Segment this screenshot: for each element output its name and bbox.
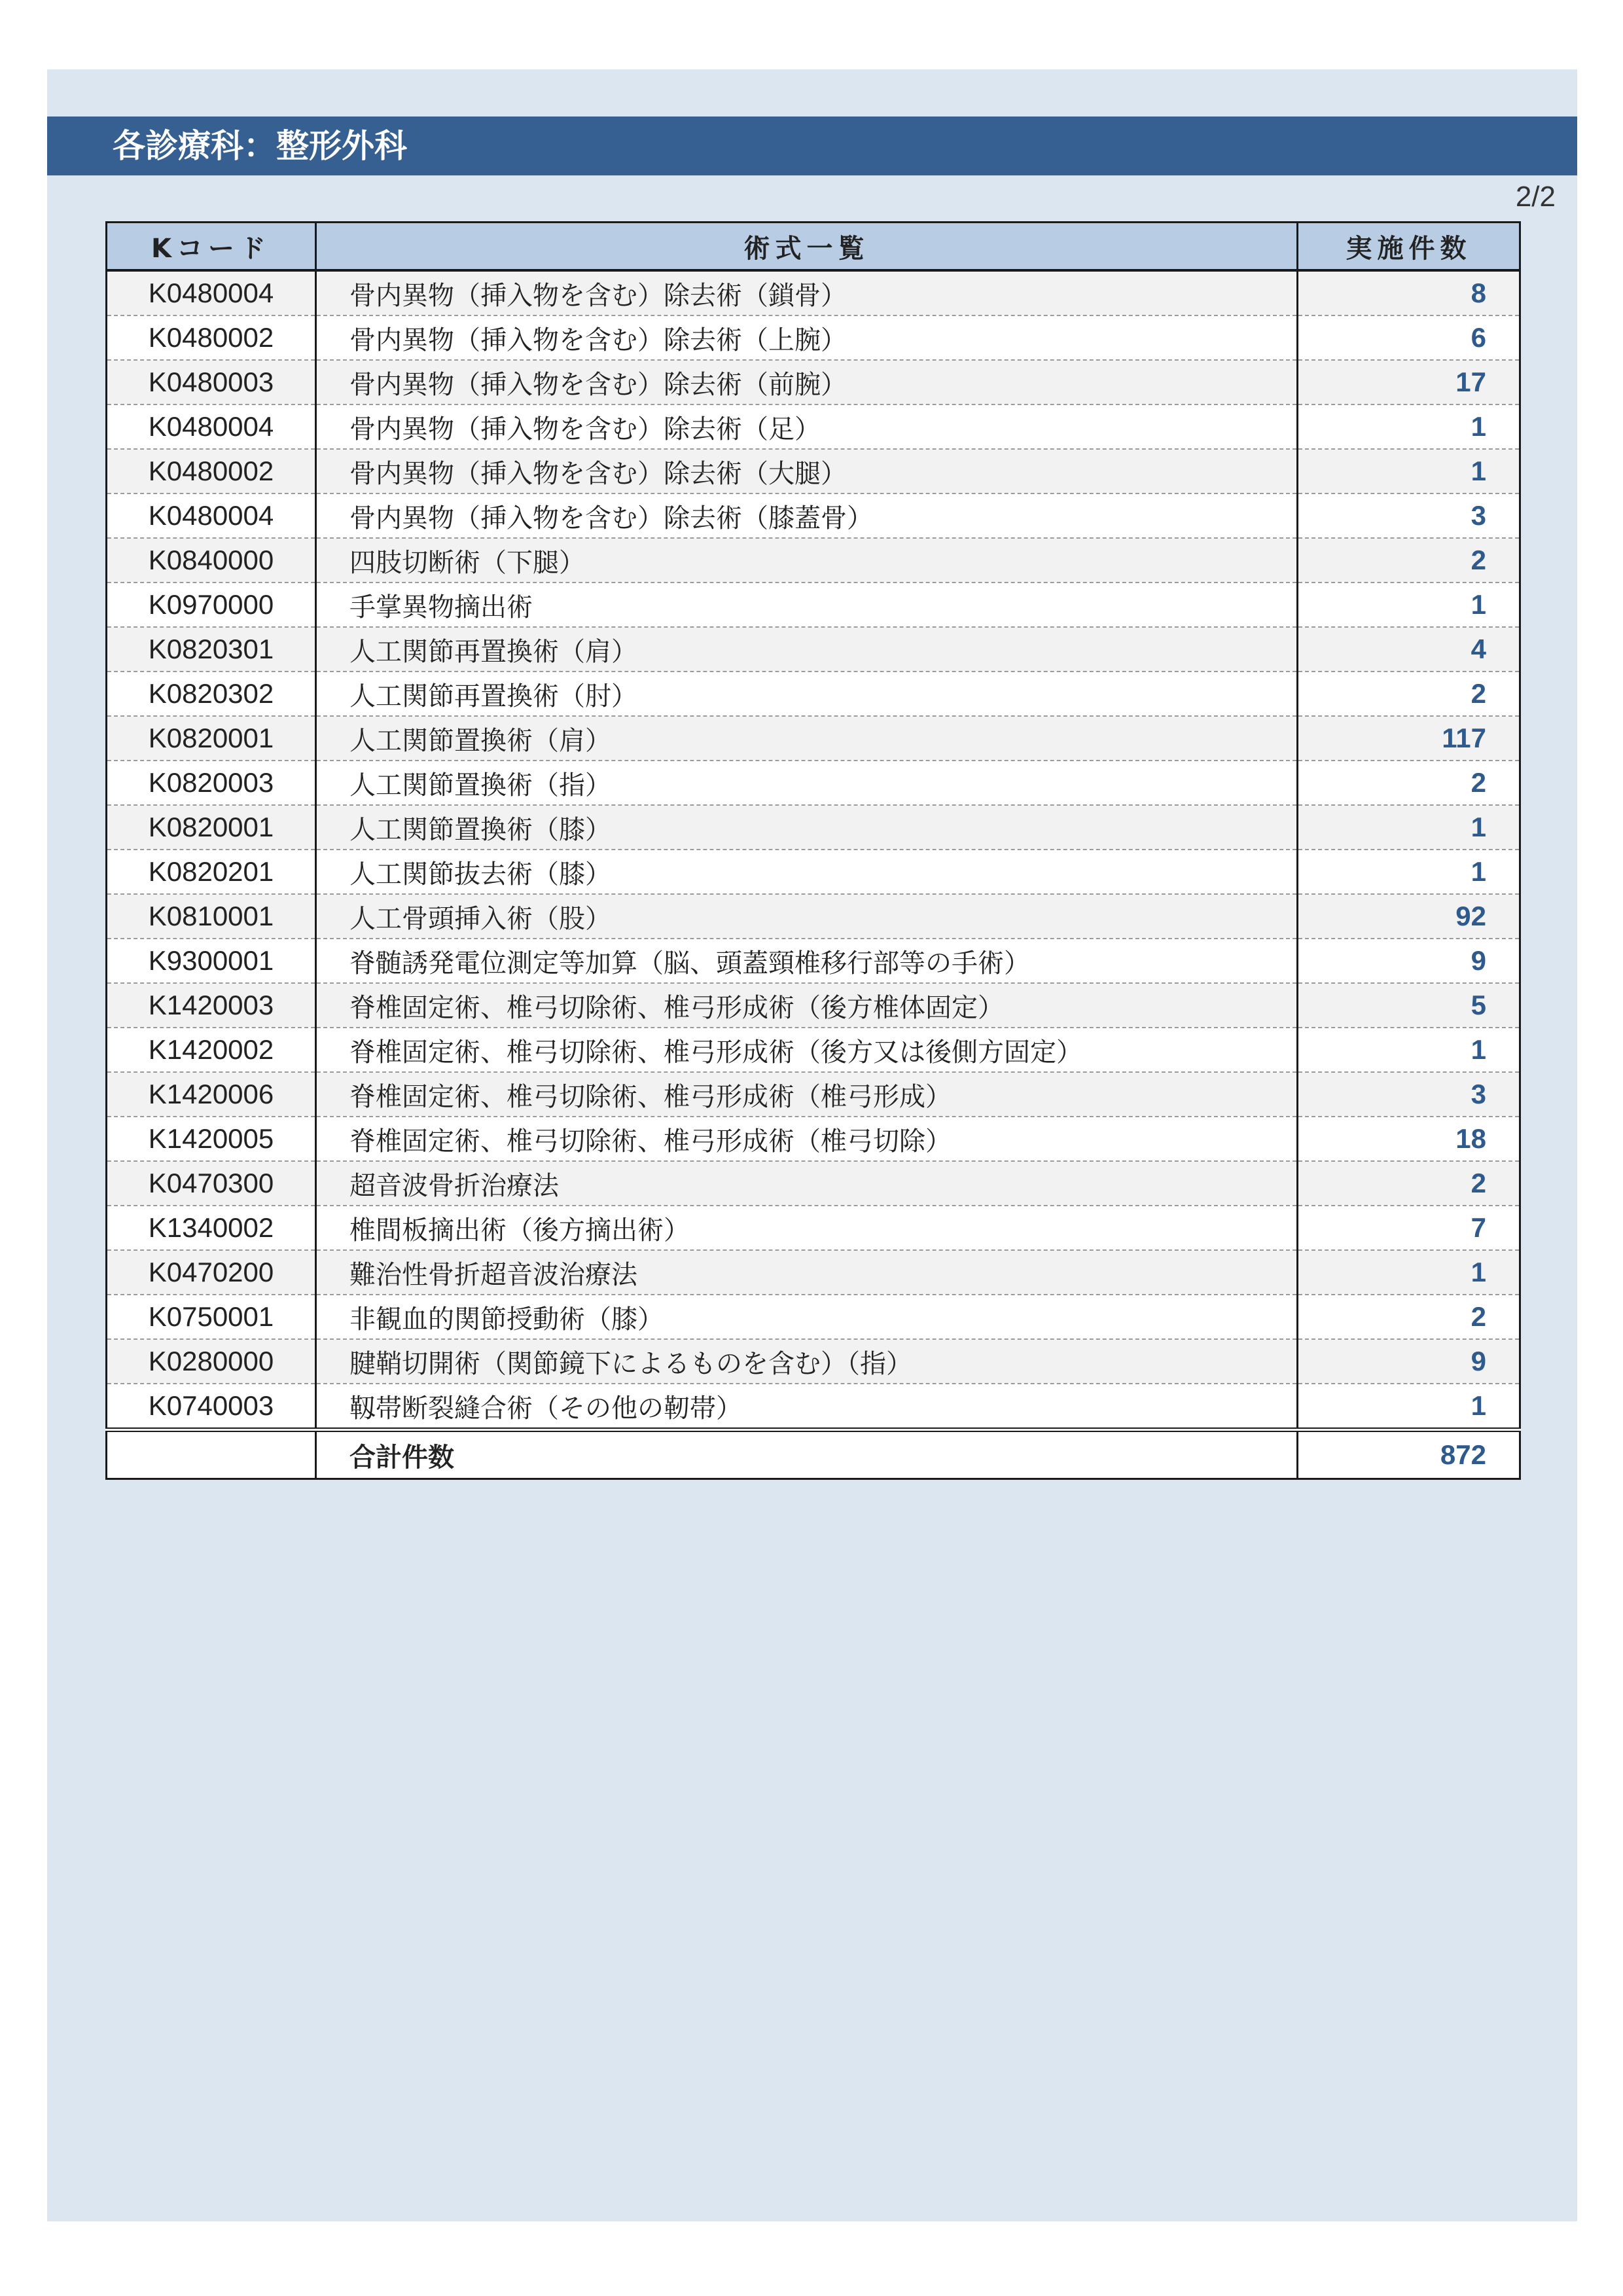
count-cell: 9: [1298, 939, 1520, 983]
procedure-name-cell: 脊椎固定術、椎弓切除術、椎弓形成術（後方椎体固定）: [316, 983, 1298, 1028]
count-cell: 1: [1298, 1028, 1520, 1072]
code-cell: K0820301: [107, 627, 316, 672]
code-cell: K1420002: [107, 1028, 316, 1072]
count-cell: 2: [1298, 538, 1520, 583]
procedure-name-cell: 骨内異物（挿入物を含む）除去術（大腿）: [316, 449, 1298, 493]
column-header-code: Kコード: [107, 223, 316, 271]
code-cell: K1340002: [107, 1206, 316, 1250]
code-cell: K1420006: [107, 1072, 316, 1117]
table-row: [107, 627, 1520, 672]
count-cell: 5: [1298, 983, 1520, 1028]
count-cell: 1: [1298, 1250, 1520, 1295]
code-cell: K0820001: [107, 805, 316, 850]
code-cell: K1420003: [107, 983, 316, 1028]
procedure-name-cell: 人工関節再置換術（肩）: [316, 627, 1298, 672]
table-row: [107, 315, 1520, 360]
code-cell: K0820302: [107, 672, 316, 716]
count-cell: 2: [1298, 672, 1520, 716]
total-row: [107, 1430, 1520, 1479]
table-row: [107, 716, 1520, 761]
page-title: 各診療科：整形外科: [113, 127, 407, 165]
count-cell: 7: [1298, 1206, 1520, 1250]
table-row: [107, 360, 1520, 404]
procedure-name-cell: 腱鞘切開術（関節鏡下によるものを含む）（指）: [316, 1339, 1298, 1384]
procedure-name-cell: 骨内異物（挿入物を含む）除去術（膝蓋骨）: [316, 493, 1298, 538]
count-cell: 8: [1298, 270, 1520, 315]
count-cell: 6: [1298, 315, 1520, 360]
procedure-name-cell: 四肢切断術（下腿）: [316, 538, 1298, 583]
count-cell: 2: [1298, 1295, 1520, 1339]
count-cell: 2: [1298, 1161, 1520, 1206]
table-row: [107, 1250, 1520, 1295]
code-cell: K0480003: [107, 360, 316, 404]
code-cell: K0480002: [107, 315, 316, 360]
column-header-procedure: 術式一覧: [316, 223, 1298, 271]
procedure-name-cell: 脊椎固定術、椎弓切除術、椎弓形成術（後方又は後側方固定）: [316, 1028, 1298, 1072]
table-row: [107, 1117, 1520, 1161]
code-cell: K0470300: [107, 1161, 316, 1206]
code-cell: K0820201: [107, 850, 316, 894]
procedure-name-cell: 人工関節置換術（指）: [316, 761, 1298, 805]
count-cell: 2: [1298, 761, 1520, 805]
procedure-name-cell: 脊椎固定術、椎弓切除術、椎弓形成術（椎弓形成）: [316, 1072, 1298, 1117]
table-row: [107, 1161, 1520, 1206]
table-row: [107, 850, 1520, 894]
procedure-name-cell: 非観血的関節授動術（膝）: [316, 1295, 1298, 1339]
procedure-name-cell: 人工関節抜去術（膝）: [316, 850, 1298, 894]
code-cell: K1420005: [107, 1117, 316, 1161]
count-cell: 9: [1298, 1339, 1520, 1384]
code-cell: K0840000: [107, 538, 316, 583]
procedure-name-cell: 骨内異物（挿入物を含む）除去術（前腕）: [316, 360, 1298, 404]
table-row: [107, 939, 1520, 983]
count-cell: 1: [1298, 850, 1520, 894]
table-row: [107, 1384, 1520, 1430]
table-row: [107, 805, 1520, 850]
code-cell: K0470200: [107, 1250, 316, 1295]
count-cell: 18: [1298, 1117, 1520, 1161]
table-row: [107, 449, 1520, 493]
code-cell: K0740003: [107, 1384, 316, 1430]
procedure-name-cell: 超音波骨折治療法: [316, 1161, 1298, 1206]
count-cell: 1: [1298, 449, 1520, 493]
procedure-name-cell: 難治性骨折超音波治療法: [316, 1250, 1298, 1295]
procedure-name-cell: 椎間板摘出術（後方摘出術）: [316, 1206, 1298, 1250]
table-row: [107, 894, 1520, 939]
total-code-cell: [107, 1430, 316, 1479]
table-row: [107, 1206, 1520, 1250]
table-row: [107, 672, 1520, 716]
count-cell: 1: [1298, 805, 1520, 850]
procedure-name-cell: 骨内異物（挿入物を含む）除去術（上腕）: [316, 315, 1298, 360]
table-row: [107, 983, 1520, 1028]
code-cell: K0480002: [107, 449, 316, 493]
total-value: 872: [1298, 1430, 1520, 1479]
count-cell: 4: [1298, 627, 1520, 672]
table-row: [107, 493, 1520, 538]
procedure-name-cell: 人工骨頭挿入術（股）: [316, 894, 1298, 939]
count-cell: 1: [1298, 404, 1520, 449]
table-row: [107, 538, 1520, 583]
procedure-name-cell: 脊髄誘発電位測定等加算（脳、頭蓋頸椎移行部等の手術）: [316, 939, 1298, 983]
count-cell: 1: [1298, 1384, 1520, 1430]
procedure-name-cell: 骨内異物（挿入物を含む）除去術（鎖骨）: [316, 270, 1298, 315]
table-row: [107, 1028, 1520, 1072]
table-header-row: [107, 223, 1520, 271]
count-cell: 117: [1298, 716, 1520, 761]
table-row: [107, 404, 1520, 449]
procedure-name-cell: 人工関節置換術（膝）: [316, 805, 1298, 850]
code-cell: K0480004: [107, 270, 316, 315]
procedure-name-cell: 人工関節置換術（肩）: [316, 716, 1298, 761]
procedure-name-cell: 人工関節再置換術（肘）: [316, 672, 1298, 716]
count-cell: 17: [1298, 360, 1520, 404]
column-header-count: 実施件数: [1298, 223, 1520, 271]
table-row: [107, 761, 1520, 805]
count-cell: 92: [1298, 894, 1520, 939]
procedure-table: [105, 221, 1521, 1480]
procedure-name-cell: 手掌異物摘出術: [316, 583, 1298, 627]
code-cell: K0810001: [107, 894, 316, 939]
table-row: [107, 1339, 1520, 1384]
code-cell: K0480004: [107, 404, 316, 449]
table-row: [107, 1295, 1520, 1339]
count-cell: 3: [1298, 1072, 1520, 1117]
code-cell: K0820001: [107, 716, 316, 761]
total-label: 合計件数: [316, 1430, 1298, 1479]
procedure-name-cell: 靱帯断裂縫合術（その他の靭帯）: [316, 1384, 1298, 1430]
page-number: 2/2: [1515, 181, 1556, 213]
code-cell: K0820003: [107, 761, 316, 805]
code-cell: K9300001: [107, 939, 316, 983]
section-title-bar: [47, 117, 1577, 175]
code-cell: K0750001: [107, 1295, 316, 1339]
count-cell: 3: [1298, 493, 1520, 538]
table-row: [107, 1072, 1520, 1117]
procedure-name-cell: 骨内異物（挿入物を含む）除去術（足）: [316, 404, 1298, 449]
procedure-name-cell: 脊椎固定術、椎弓切除術、椎弓形成術（椎弓切除）: [316, 1117, 1298, 1161]
table-row: [107, 583, 1520, 627]
count-cell: 1: [1298, 583, 1520, 627]
code-cell: K0280000: [107, 1339, 316, 1384]
table-row: [107, 270, 1520, 315]
code-cell: K0480004: [107, 493, 316, 538]
code-cell: K0970000: [107, 583, 316, 627]
